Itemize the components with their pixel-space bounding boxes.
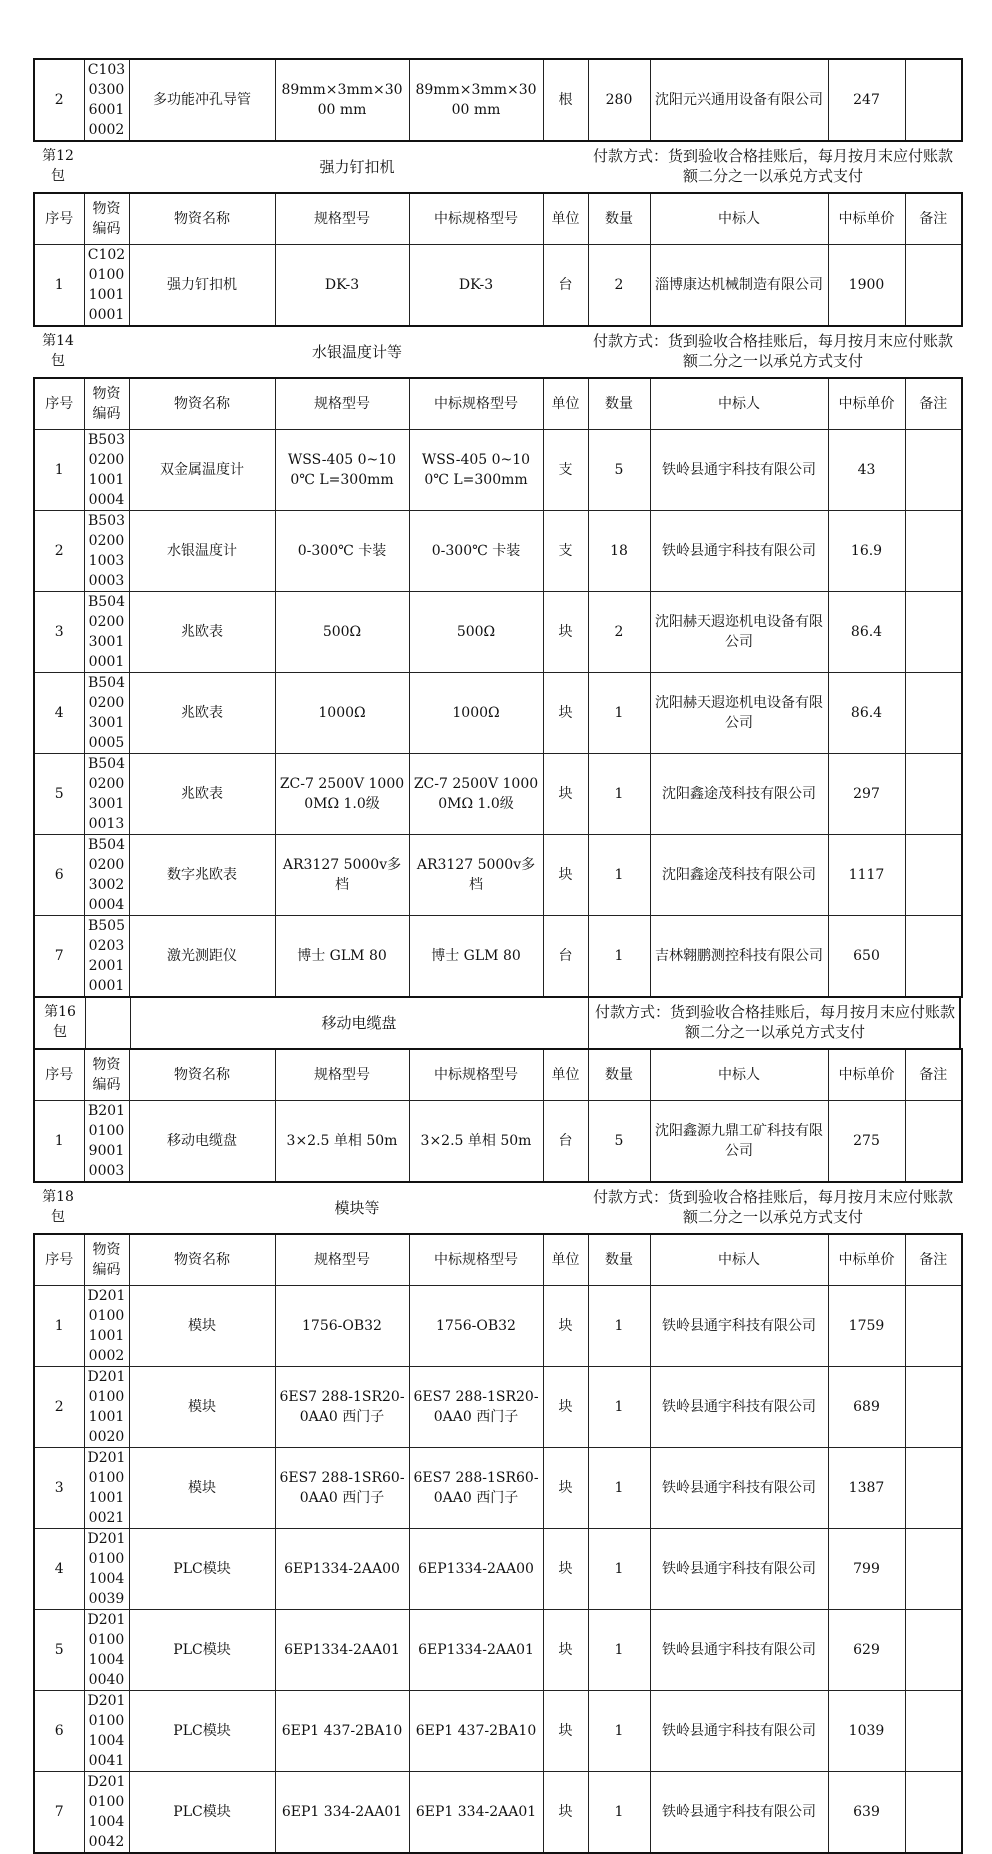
winner-cell: 沈阳赫天遐迩机电设备有限公司 bbox=[650, 592, 828, 673]
qty-cell: 1 bbox=[588, 754, 650, 835]
qty-cell: 1 bbox=[588, 1448, 650, 1529]
package-table bbox=[33, 192, 963, 327]
package-number: 第14 包 bbox=[42, 333, 74, 369]
name-cell: 模块 bbox=[129, 1448, 275, 1529]
payment-terms: 付款方式：货到验收合格挂账后，每月按月末应付账款额二分之一以承兑方式支付 bbox=[594, 1003, 955, 1041]
seq-cell: 3 bbox=[34, 592, 84, 673]
header-seq: 序号 bbox=[34, 1049, 84, 1101]
bid-spec-cell: DK-3 bbox=[409, 245, 543, 327]
header-unit: 单位 bbox=[543, 1234, 588, 1286]
unit-cell: 支 bbox=[543, 430, 588, 511]
table-row bbox=[34, 592, 962, 673]
header-code: 物资编码 bbox=[84, 1234, 129, 1286]
seq-cell: 5 bbox=[34, 754, 84, 835]
name-cell: PLC模块 bbox=[129, 1772, 275, 1854]
divider bbox=[85, 998, 86, 1048]
winner-cell: 铁岭县通宇科技有限公司 bbox=[650, 1772, 828, 1854]
remark-cell bbox=[905, 1367, 962, 1448]
table-row bbox=[34, 835, 962, 916]
seq-cell: 1 bbox=[34, 1286, 84, 1367]
price-cell: 16.9 bbox=[828, 511, 905, 592]
price-cell: 86.4 bbox=[828, 592, 905, 673]
table-header-row bbox=[34, 378, 962, 430]
unit-cell: 台 bbox=[543, 916, 588, 998]
header-seq: 序号 bbox=[34, 378, 84, 430]
table-row bbox=[34, 673, 962, 754]
header-bid-spec: 中标规格型号 bbox=[409, 1049, 543, 1101]
price-cell: 1759 bbox=[828, 1286, 905, 1367]
remark-cell bbox=[905, 1448, 962, 1529]
winner-cell: 铁岭县通宇科技有限公司 bbox=[650, 1367, 828, 1448]
seq-cell: 4 bbox=[34, 673, 84, 754]
spec-cell: 1000Ω bbox=[275, 673, 409, 754]
name-cell: PLC模块 bbox=[129, 1529, 275, 1610]
winner-cell: 沈阳鑫途茂科技有限公司 bbox=[650, 835, 828, 916]
header-winner: 中标人 bbox=[650, 1049, 828, 1101]
name-cell: 模块 bbox=[129, 1286, 275, 1367]
table-row bbox=[34, 1610, 962, 1691]
price-cell: 1039 bbox=[828, 1691, 905, 1772]
winner-cell: 铁岭县通宇科技有限公司 bbox=[650, 430, 828, 511]
seq-cell: 7 bbox=[34, 1772, 84, 1854]
qty-cell: 1 bbox=[588, 1286, 650, 1367]
code-cell: B5040200 30010001 bbox=[84, 592, 129, 673]
name-cell: 兆欧表 bbox=[129, 673, 275, 754]
code-cell: D2010100 10040039 bbox=[84, 1529, 129, 1610]
spec-cell: 6EP1334-2AA00 bbox=[275, 1529, 409, 1610]
winner-cell: 吉林翱鹏测控科技有限公司 bbox=[650, 916, 828, 998]
remark-cell bbox=[905, 1286, 962, 1367]
price-cell: 1117 bbox=[828, 835, 905, 916]
name-cell: PLC模块 bbox=[129, 1610, 275, 1691]
spec-cell: AR3127 5000v多档 bbox=[275, 835, 409, 916]
seq-cell: 3 bbox=[34, 1448, 84, 1529]
remark-cell bbox=[905, 592, 962, 673]
header-unit: 单位 bbox=[543, 1049, 588, 1101]
winner-cell: 淄博康达机械制造有限公司 bbox=[650, 245, 828, 327]
seq-cell: 4 bbox=[34, 1529, 84, 1610]
spec-cell: 89mm×3mm×3000 mm bbox=[275, 59, 409, 141]
unit-cell: 块 bbox=[543, 1367, 588, 1448]
bid-spec-cell: ZC-7 2500V 10000MΩ 1.0级 bbox=[409, 754, 543, 835]
bid-spec-cell: 1000Ω bbox=[409, 673, 543, 754]
code-cell: C1030300 60010002 bbox=[84, 59, 129, 141]
qty-cell: 1 bbox=[588, 1367, 650, 1448]
unit-cell: 块 bbox=[543, 1448, 588, 1529]
table-header-row bbox=[34, 193, 962, 245]
header-name: 物资名称 bbox=[129, 1234, 275, 1286]
price-cell: 1387 bbox=[828, 1448, 905, 1529]
qty-cell: 1 bbox=[588, 1772, 650, 1854]
bid-spec-cell: WSS-405 0~100℃ L=300mm bbox=[409, 430, 543, 511]
unit-cell: 块 bbox=[543, 1772, 588, 1854]
price-cell: 689 bbox=[828, 1367, 905, 1448]
packages-container bbox=[33, 142, 961, 1854]
header-seq: 序号 bbox=[34, 1234, 84, 1286]
header-winner: 中标人 bbox=[650, 1234, 828, 1286]
price-cell: 247 bbox=[828, 59, 905, 141]
bid-spec-cell: 6EP1 334-2AA01 bbox=[409, 1772, 543, 1854]
winner-cell: 铁岭县通宇科技有限公司 bbox=[650, 511, 828, 592]
header-code: 物资编码 bbox=[84, 378, 129, 430]
name-cell: 兆欧表 bbox=[129, 592, 275, 673]
header-bid-spec: 中标规格型号 bbox=[409, 1234, 543, 1286]
seq-cell: 7 bbox=[34, 916, 84, 998]
bid-spec-cell: 6EP1334-2AA00 bbox=[409, 1529, 543, 1610]
package-title: 模块等 bbox=[334, 1199, 380, 1217]
table-row bbox=[34, 1101, 962, 1183]
remark-cell bbox=[905, 673, 962, 754]
seq-cell: 1 bbox=[34, 1101, 84, 1183]
winner-cell: 铁岭县通宇科技有限公司 bbox=[650, 1286, 828, 1367]
qty-cell: 18 bbox=[588, 511, 650, 592]
header-price: 中标单价 bbox=[828, 1049, 905, 1101]
winner-cell: 铁岭县通宇科技有限公司 bbox=[650, 1691, 828, 1772]
unit-cell: 块 bbox=[543, 835, 588, 916]
header-spec: 规格型号 bbox=[275, 378, 409, 430]
table-row bbox=[34, 245, 962, 327]
header-spec: 规格型号 bbox=[275, 193, 409, 245]
table-row bbox=[34, 1367, 962, 1448]
seq-cell: 5 bbox=[34, 1610, 84, 1691]
header-unit: 单位 bbox=[543, 193, 588, 245]
package-number: 第18 包 bbox=[42, 1189, 74, 1225]
header-name: 物资名称 bbox=[129, 193, 275, 245]
remark-cell bbox=[905, 916, 962, 998]
bid-spec-cell: AR3127 5000v多档 bbox=[409, 835, 543, 916]
unit-cell: 台 bbox=[543, 1101, 588, 1183]
package-number: 第16 包 bbox=[44, 1004, 76, 1040]
header-remark: 备注 bbox=[905, 1049, 962, 1101]
name-cell: 数字兆欧表 bbox=[129, 835, 275, 916]
name-cell: 兆欧表 bbox=[129, 754, 275, 835]
package-header bbox=[33, 1183, 961, 1233]
package-header bbox=[33, 142, 961, 192]
top-table bbox=[33, 58, 963, 142]
code-cell: D2010100 10010002 bbox=[84, 1286, 129, 1367]
header-price: 中标单价 bbox=[828, 1234, 905, 1286]
header-qty: 数量 bbox=[588, 378, 650, 430]
name-cell: 模块 bbox=[129, 1367, 275, 1448]
code-cell: D2010100 10040040 bbox=[84, 1610, 129, 1691]
code-cell: B5030200 10030003 bbox=[84, 511, 129, 592]
header-bid-spec: 中标规格型号 bbox=[409, 378, 543, 430]
header-remark: 备注 bbox=[905, 1234, 962, 1286]
code-cell: B5030200 10010004 bbox=[84, 430, 129, 511]
code-cell: D2010100 10010020 bbox=[84, 1367, 129, 1448]
qty-cell: 280 bbox=[588, 59, 650, 141]
spec-cell: 3×2.5 单相 50m bbox=[275, 1101, 409, 1183]
bid-spec-cell: 1756-OB32 bbox=[409, 1286, 543, 1367]
seq-cell: 1 bbox=[34, 430, 84, 511]
remark-cell bbox=[905, 59, 962, 141]
spec-cell: 6ES7 288-1SR60-0AA0 西门子 bbox=[275, 1448, 409, 1529]
unit-cell: 块 bbox=[543, 754, 588, 835]
price-cell: 275 bbox=[828, 1101, 905, 1183]
bid-spec-cell: 6ES7 288-1SR60-0AA0 西门子 bbox=[409, 1448, 543, 1529]
price-cell: 629 bbox=[828, 1610, 905, 1691]
spec-cell: ZC-7 2500V 10000MΩ 1.0级 bbox=[275, 754, 409, 835]
table-row bbox=[34, 754, 962, 835]
seq-cell: 6 bbox=[34, 835, 84, 916]
qty-cell: 1 bbox=[588, 916, 650, 998]
table-row bbox=[34, 59, 962, 141]
price-cell: 799 bbox=[828, 1529, 905, 1610]
remark-cell bbox=[905, 1772, 962, 1854]
package-table bbox=[33, 1048, 963, 1183]
unit-cell: 台 bbox=[543, 245, 588, 327]
name-cell: 激光测距仪 bbox=[129, 916, 275, 998]
name-cell: 移动电缆盘 bbox=[129, 1101, 275, 1183]
qty-cell: 1 bbox=[588, 835, 650, 916]
package-title: 水银温度计等 bbox=[311, 343, 402, 361]
price-cell: 86.4 bbox=[828, 673, 905, 754]
spec-cell: 0-300℃ 卡装 bbox=[275, 511, 409, 592]
price-cell: 639 bbox=[828, 1772, 905, 1854]
qty-cell: 1 bbox=[588, 1691, 650, 1772]
package-header bbox=[33, 327, 961, 377]
bid-spec-cell: 3×2.5 单相 50m bbox=[409, 1101, 543, 1183]
winner-cell: 沈阳鑫源九鼎工矿科技有限公司 bbox=[650, 1101, 828, 1183]
unit-cell: 块 bbox=[543, 1691, 588, 1772]
winner-cell: 沈阳元兴通用设备有限公司 bbox=[650, 59, 828, 141]
table-row bbox=[34, 430, 962, 511]
name-cell: 水银温度计 bbox=[129, 511, 275, 592]
package-table bbox=[33, 1233, 963, 1854]
header-code: 物资编码 bbox=[84, 193, 129, 245]
qty-cell: 5 bbox=[588, 430, 650, 511]
bid-spec-cell: 0-300℃ 卡装 bbox=[409, 511, 543, 592]
payment-terms: 付款方式：货到验收合格挂账后，每月按月末应付账款额二分之一以承兑方式支付 bbox=[592, 147, 953, 185]
table-row bbox=[34, 511, 962, 592]
table-row bbox=[34, 1772, 962, 1854]
bid-spec-cell: 博士 GLM 80 bbox=[409, 916, 543, 998]
qty-cell: 2 bbox=[588, 592, 650, 673]
name-cell: 双金属温度计 bbox=[129, 430, 275, 511]
winner-cell: 沈阳鑫途茂科技有限公司 bbox=[650, 754, 828, 835]
code-cell: B5050203 20010001 bbox=[84, 916, 129, 998]
bid-spec-cell: 6ES7 288-1SR20-0AA0 西门子 bbox=[409, 1367, 543, 1448]
spec-cell: 6EP1 437-2BA10 bbox=[275, 1691, 409, 1772]
name-cell: 强力钉扣机 bbox=[129, 245, 275, 327]
remark-cell bbox=[905, 245, 962, 327]
unit-cell: 块 bbox=[543, 592, 588, 673]
winner-cell: 沈阳赫天遐迩机电设备有限公司 bbox=[650, 673, 828, 754]
qty-cell: 5 bbox=[588, 1101, 650, 1183]
table-row bbox=[34, 916, 962, 998]
name-cell: PLC模块 bbox=[129, 1691, 275, 1772]
remark-cell bbox=[905, 1610, 962, 1691]
spec-cell: DK-3 bbox=[275, 245, 409, 327]
table-header-row bbox=[34, 1234, 962, 1286]
header-bid-spec: 中标规格型号 bbox=[409, 193, 543, 245]
payment-terms: 付款方式：货到验收合格挂账后，每月按月末应付账款额二分之一以承兑方式支付 bbox=[592, 332, 953, 370]
package-title: 移动电缆盘 bbox=[321, 1014, 397, 1032]
header-price: 中标单价 bbox=[828, 378, 905, 430]
bid-spec-cell: 500Ω bbox=[409, 592, 543, 673]
table-row bbox=[34, 1529, 962, 1610]
seq-cell: 1 bbox=[34, 245, 84, 327]
package-title: 强力钉扣机 bbox=[319, 158, 395, 176]
qty-cell: 2 bbox=[588, 245, 650, 327]
winner-cell: 铁岭县通宇科技有限公司 bbox=[650, 1529, 828, 1610]
header-remark: 备注 bbox=[905, 193, 962, 245]
unit-cell: 支 bbox=[543, 511, 588, 592]
unit-cell: 根 bbox=[543, 59, 588, 141]
payment-terms: 付款方式：货到验收合格挂账后，每月按月末应付账款额二分之一以承兑方式支付 bbox=[592, 1188, 953, 1226]
header-qty: 数量 bbox=[588, 1049, 650, 1101]
package-table bbox=[33, 377, 963, 998]
table-row bbox=[34, 1691, 962, 1772]
header-unit: 单位 bbox=[543, 378, 588, 430]
unit-cell: 块 bbox=[543, 1610, 588, 1691]
code-cell: D2010100 10040042 bbox=[84, 1772, 129, 1854]
unit-cell: 块 bbox=[543, 1529, 588, 1610]
remark-cell bbox=[905, 1691, 962, 1772]
spec-cell: 6ES7 288-1SR20-0AA0 西门子 bbox=[275, 1367, 409, 1448]
table-row bbox=[34, 1286, 962, 1367]
bid-spec-cell: 89mm×3mm×3000 mm bbox=[409, 59, 543, 141]
header-price: 中标单价 bbox=[828, 193, 905, 245]
bid-spec-cell: 6EP1334-2AA01 bbox=[409, 1610, 543, 1691]
table-header-row bbox=[34, 1049, 962, 1101]
price-cell: 43 bbox=[828, 430, 905, 511]
header-qty: 数量 bbox=[588, 193, 650, 245]
remark-cell bbox=[905, 430, 962, 511]
header-seq: 序号 bbox=[34, 193, 84, 245]
header-name: 物资名称 bbox=[129, 1049, 275, 1101]
qty-cell: 1 bbox=[588, 673, 650, 754]
spec-cell: 6EP1 334-2AA01 bbox=[275, 1772, 409, 1854]
name-cell: 多功能冲孔导管 bbox=[129, 59, 275, 141]
spec-cell: 500Ω bbox=[275, 592, 409, 673]
remark-cell bbox=[905, 1529, 962, 1610]
seq-cell: 2 bbox=[34, 511, 84, 592]
unit-cell: 块 bbox=[543, 673, 588, 754]
header-qty: 数量 bbox=[588, 1234, 650, 1286]
spec-cell: 博士 GLM 80 bbox=[275, 916, 409, 998]
seq-cell: 6 bbox=[34, 1691, 84, 1772]
spec-cell: WSS-405 0~100℃ L=300mm bbox=[275, 430, 409, 511]
package-number: 第12 包 bbox=[42, 148, 74, 184]
price-cell: 1900 bbox=[828, 245, 905, 327]
price-cell: 650 bbox=[828, 916, 905, 998]
header-winner: 中标人 bbox=[650, 378, 828, 430]
code-cell: C1020100 10010001 bbox=[84, 245, 129, 327]
code-cell: D2010100 10040041 bbox=[84, 1691, 129, 1772]
header-remark: 备注 bbox=[905, 378, 962, 430]
qty-cell: 1 bbox=[588, 1610, 650, 1691]
header-code: 物资编码 bbox=[84, 1049, 129, 1101]
header-spec: 规格型号 bbox=[275, 1049, 409, 1101]
bid-spec-cell: 6EP1 437-2BA10 bbox=[409, 1691, 543, 1772]
divider bbox=[588, 998, 589, 1048]
remark-cell bbox=[905, 754, 962, 835]
winner-cell: 铁岭县通宇科技有限公司 bbox=[650, 1448, 828, 1529]
qty-cell: 1 bbox=[588, 1529, 650, 1610]
table-row bbox=[34, 1448, 962, 1529]
remark-cell bbox=[905, 835, 962, 916]
remark-cell bbox=[905, 1101, 962, 1183]
winner-cell: 铁岭县通宇科技有限公司 bbox=[650, 1610, 828, 1691]
seq-cell: 2 bbox=[34, 59, 84, 141]
bid-result-document bbox=[33, 58, 961, 1854]
unit-cell: 块 bbox=[543, 1286, 588, 1367]
package-header bbox=[33, 998, 961, 1048]
header-name: 物资名称 bbox=[129, 378, 275, 430]
spec-cell: 6EP1334-2AA01 bbox=[275, 1610, 409, 1691]
code-cell: B5040200 30010005 bbox=[84, 673, 129, 754]
code-cell: D2010100 10010021 bbox=[84, 1448, 129, 1529]
code-cell: B5040200 30020004 bbox=[84, 835, 129, 916]
header-spec: 规格型号 bbox=[275, 1234, 409, 1286]
code-cell: B5040200 30010013 bbox=[84, 754, 129, 835]
price-cell: 297 bbox=[828, 754, 905, 835]
seq-cell: 2 bbox=[34, 1367, 84, 1448]
remark-cell bbox=[905, 511, 962, 592]
spec-cell: 1756-OB32 bbox=[275, 1286, 409, 1367]
header-winner: 中标人 bbox=[650, 193, 828, 245]
code-cell: B2010100 90010003 bbox=[84, 1101, 129, 1183]
